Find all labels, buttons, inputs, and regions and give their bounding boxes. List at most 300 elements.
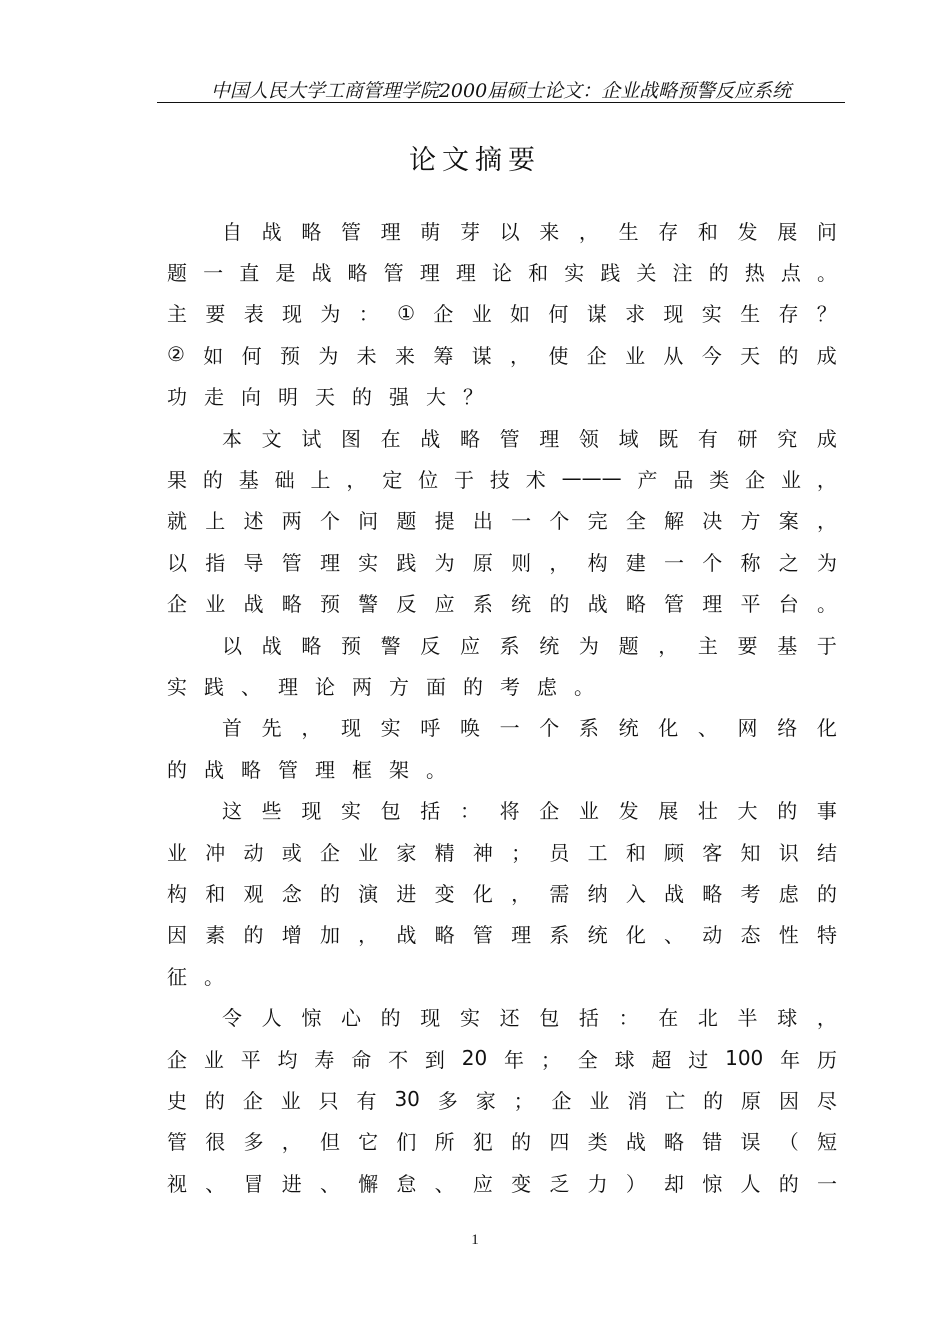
text-glyph: 惊 — [702, 1171, 723, 1196]
text-glyph: 解 — [664, 509, 685, 534]
text-glyph: 定 — [382, 467, 403, 492]
text-glyph: 管 — [281, 550, 302, 575]
text-glyph: 需 — [549, 881, 570, 906]
text-glyph: 来 — [539, 219, 560, 244]
text-glyph: 果 — [167, 467, 187, 492]
text-line — [222, 713, 837, 741]
text-glyph: 出 — [472, 509, 493, 534]
text-glyph: 人 — [261, 1006, 282, 1031]
text-glyph: 展 — [658, 799, 679, 824]
text-line — [167, 257, 837, 285]
text-glyph: 化 — [472, 881, 493, 906]
text-glyph: 践 — [600, 260, 621, 285]
text-glyph: 虑 — [778, 881, 799, 906]
text-glyph: 今 — [701, 343, 722, 368]
text-glyph: ， — [301, 716, 322, 741]
text-glyph: 首 — [222, 716, 242, 741]
text-glyph: 动 — [243, 840, 264, 865]
text-glyph: 的 — [549, 592, 570, 617]
text-glyph: 。 — [204, 964, 224, 989]
text-glyph: 谋 — [586, 302, 607, 327]
text-glyph: 系 — [472, 592, 493, 617]
text-line — [167, 382, 837, 410]
text-glyph: 就 — [167, 509, 187, 534]
text-line — [222, 1003, 837, 1031]
text-glyph: 建 — [625, 550, 646, 575]
text-glyph: 警 — [358, 592, 379, 617]
text-glyph: 客 — [702, 840, 723, 865]
text-glyph: 100 — [725, 1046, 764, 1070]
text-glyph: 的 — [816, 881, 837, 906]
text-glyph: 略 — [702, 881, 723, 906]
text-glyph: 所 — [434, 1130, 455, 1155]
text-glyph: 位 — [418, 467, 439, 492]
text-glyph: 发 — [618, 799, 639, 824]
text-glyph: 管 — [472, 923, 493, 948]
text-glyph: 个 — [702, 550, 723, 575]
text-glyph: 。 — [574, 674, 594, 699]
text-glyph: 观 — [243, 881, 264, 906]
text-glyph: 的 — [703, 1088, 724, 1113]
text-line — [167, 920, 837, 948]
text-glyph: 和 — [625, 840, 646, 865]
text-glyph: 人 — [740, 1171, 761, 1196]
text-glyph: 在 — [658, 1006, 679, 1031]
text-line — [167, 837, 837, 865]
text-glyph: 上 — [310, 467, 331, 492]
text-glyph: 它 — [358, 1130, 379, 1155]
text-glyph: 命 — [351, 1047, 372, 1072]
text-glyph: 展 — [777, 219, 798, 244]
text-glyph: 、 — [241, 674, 261, 699]
text-glyph: 和 — [697, 219, 718, 244]
text-glyph: 企 — [433, 302, 454, 327]
text-glyph: 和 — [205, 881, 226, 906]
text-glyph: 大 — [426, 385, 446, 410]
text-glyph: 于 — [816, 633, 837, 658]
text-glyph: 何 — [548, 302, 569, 327]
text-glyph: 四 — [549, 1130, 570, 1155]
text-glyph: ： — [459, 799, 480, 824]
text-glyph: 提 — [434, 509, 455, 534]
text-glyph: 惊 — [301, 1006, 322, 1031]
text-glyph: 管 — [167, 1130, 187, 1155]
text-glyph: 预 — [340, 633, 361, 658]
text-glyph: 问 — [816, 219, 837, 244]
text-glyph: 历 — [816, 1047, 837, 1072]
text-glyph: 些 — [261, 799, 282, 824]
text-glyph: 实 — [167, 674, 187, 699]
text-glyph: 加 — [319, 923, 340, 948]
text-glyph: 球 — [777, 1006, 798, 1031]
text-glyph: 的 — [202, 467, 223, 492]
text-glyph: 家 — [396, 840, 417, 865]
text-glyph: 面 — [426, 674, 446, 699]
text-glyph: 在 — [380, 426, 401, 451]
text-glyph: 从 — [663, 343, 684, 368]
text-glyph: 全 — [577, 1047, 598, 1072]
text-glyph: 的 — [463, 674, 483, 699]
text-glyph: ， — [816, 467, 837, 492]
text-glyph: 或 — [281, 840, 302, 865]
text-glyph: 础 — [274, 467, 295, 492]
text-glyph: 管 — [278, 757, 298, 782]
text-glyph: 直 — [239, 260, 260, 285]
text-glyph: 演 — [358, 881, 379, 906]
text-glyph: 系 — [549, 923, 570, 948]
text-glyph: 原 — [741, 1088, 762, 1113]
page-number: 1 — [471, 1232, 479, 1248]
text-glyph: ， — [816, 509, 837, 534]
text-glyph: 半 — [737, 1006, 758, 1031]
text-glyph: 懈 — [358, 1171, 379, 1196]
text-glyph: 略 — [241, 757, 261, 782]
text-glyph: 球 — [614, 1047, 635, 1072]
text-glyph: 谋 — [471, 343, 492, 368]
text-glyph: 框 — [352, 757, 372, 782]
text-glyph: 有 — [356, 1088, 377, 1113]
text-glyph: 理 — [702, 592, 723, 617]
text-glyph: 主 — [167, 302, 187, 327]
text-glyph: 战 — [261, 219, 282, 244]
text-glyph: 令 — [222, 1006, 242, 1031]
text-glyph: 理 — [455, 260, 476, 285]
text-glyph: 企 — [319, 840, 340, 865]
text-glyph: 天 — [740, 343, 761, 368]
text-glyph: 进 — [396, 881, 417, 906]
text-glyph: 不 — [388, 1047, 409, 1072]
text-glyph: 、 — [319, 1171, 340, 1196]
text-glyph: 决 — [702, 509, 723, 534]
text-glyph: 一 — [499, 716, 520, 741]
text-glyph: 成 — [816, 343, 837, 368]
text-glyph: 导 — [243, 550, 264, 575]
text-glyph: 方 — [389, 674, 409, 699]
text-glyph: 统 — [587, 923, 608, 948]
text-glyph: 战 — [625, 1130, 646, 1155]
text-glyph: 台 — [778, 592, 799, 617]
text-glyph: 存 — [658, 219, 679, 244]
text-glyph: 强 — [389, 385, 409, 410]
text-glyph: ② — [167, 342, 185, 367]
text-glyph: 史 — [167, 1088, 187, 1113]
text-glyph: 略 — [459, 426, 480, 451]
text-glyph: 业 — [358, 840, 379, 865]
text-glyph: 业 — [280, 1088, 301, 1113]
text-glyph: 寿 — [314, 1047, 335, 1072]
text-glyph: 业 — [167, 840, 187, 865]
text-glyph: 很 — [205, 1130, 226, 1155]
text-glyph: 却 — [664, 1171, 685, 1196]
text-glyph: 尽 — [816, 1088, 837, 1113]
text-glyph: 注 — [672, 260, 693, 285]
text-glyph: 业 — [205, 592, 226, 617]
text-glyph: 个 — [319, 509, 340, 534]
text-glyph: 题 — [618, 633, 639, 658]
text-glyph: 一 — [203, 260, 224, 285]
text-glyph: 过 — [688, 1047, 709, 1072]
text-glyph: 因 — [778, 1088, 799, 1113]
text-glyph: 冲 — [205, 840, 226, 865]
text-glyph: 30 — [394, 1087, 420, 1112]
header-rule — [157, 102, 845, 103]
text-glyph: 实 — [564, 260, 585, 285]
text-glyph: 战 — [664, 881, 685, 906]
text-glyph: 为 — [320, 302, 341, 327]
text-glyph: 性 — [778, 923, 799, 948]
text-glyph: 业 — [589, 1088, 610, 1113]
text-glyph: 明 — [278, 385, 298, 410]
text-glyph: 究 — [777, 426, 798, 451]
text-glyph: 试 — [301, 426, 322, 451]
text-glyph: 平 — [240, 1047, 261, 1072]
text-glyph: 走 — [204, 385, 224, 410]
text-glyph: ： — [618, 1006, 639, 1031]
text-glyph: 家 — [475, 1088, 496, 1113]
text-glyph: 个 — [539, 716, 560, 741]
text-line — [167, 878, 837, 906]
text-glyph: 进 — [281, 1171, 302, 1196]
text-glyph: 识 — [778, 840, 799, 865]
text-glyph: 、 — [434, 1171, 455, 1196]
text-glyph: 一 — [511, 509, 532, 534]
text-glyph: 践 — [396, 550, 417, 575]
text-glyph: 念 — [281, 881, 302, 906]
text-line — [167, 961, 837, 989]
text-glyph: 战 — [396, 923, 417, 948]
text-glyph: 存 — [778, 302, 799, 327]
text-line — [167, 754, 837, 782]
text-glyph: 指 — [205, 550, 226, 575]
text-glyph: 热 — [744, 260, 765, 285]
text-glyph: 生 — [740, 302, 761, 327]
text-glyph: 的 — [243, 923, 264, 948]
text-glyph: 略 — [281, 592, 302, 617]
text-glyph: 的 — [778, 343, 799, 368]
text-line — [167, 589, 837, 617]
text-glyph: 基 — [777, 633, 798, 658]
text-glyph: 主 — [697, 633, 718, 658]
text-glyph: ， — [511, 881, 532, 906]
text-line — [222, 796, 837, 824]
text-glyph: 略 — [301, 633, 322, 658]
text-glyph: 。 — [816, 260, 837, 285]
text-glyph: 应 — [472, 1171, 493, 1196]
text-glyph: 案 — [778, 509, 799, 534]
text-glyph: 。 — [816, 592, 837, 617]
text-glyph: 萌 — [420, 219, 441, 244]
text-glyph: ， — [658, 633, 679, 658]
text-glyph: 犯 — [472, 1130, 493, 1155]
text-glyph: 管 — [664, 592, 685, 617]
text-glyph: 呼 — [420, 716, 441, 741]
text-glyph: 芽 — [459, 219, 480, 244]
text-glyph: 一 — [816, 1171, 837, 1196]
text-glyph: ， — [549, 550, 570, 575]
text-glyph: 功 — [167, 385, 187, 410]
text-glyph: 的 — [708, 260, 729, 285]
text-line — [222, 630, 837, 658]
text-glyph: ——— — [561, 466, 622, 491]
text-glyph: 理 — [511, 923, 532, 948]
text-glyph: 预 — [319, 592, 340, 617]
text-glyph: 企 — [167, 592, 187, 617]
text-glyph: 工 — [587, 840, 608, 865]
text-glyph: 如 — [203, 343, 224, 368]
text-glyph: 完 — [587, 509, 608, 534]
text-glyph: 企 — [539, 799, 560, 824]
text-glyph: 为 — [578, 633, 599, 658]
text-glyph: 括 — [420, 799, 441, 824]
text-glyph: 两 — [281, 509, 302, 534]
text-glyph: 个 — [549, 509, 570, 534]
text-glyph: 略 — [301, 219, 322, 244]
text-glyph: 践 — [204, 674, 224, 699]
text-glyph: 员 — [549, 840, 570, 865]
text-glyph: ① — [397, 300, 415, 325]
text-glyph: 的 — [204, 1088, 225, 1113]
text-glyph: ， — [510, 343, 531, 368]
text-glyph: 消 — [627, 1088, 648, 1113]
text-glyph: 预 — [279, 343, 300, 368]
text-glyph: 全 — [625, 509, 646, 534]
text-glyph: 冒 — [243, 1171, 264, 1196]
text-glyph: 网 — [737, 716, 758, 741]
text-glyph: 唤 — [459, 716, 480, 741]
text-glyph: （ — [778, 1130, 799, 1155]
text-glyph: 增 — [281, 923, 302, 948]
text-glyph: 的 — [777, 799, 798, 824]
text-glyph: 多 — [437, 1088, 458, 1113]
text-glyph: ； — [540, 1047, 561, 1072]
text-glyph: 筹 — [433, 343, 454, 368]
text-glyph: 实 — [340, 799, 361, 824]
text-glyph: 上 — [205, 509, 226, 534]
text-line — [167, 1127, 837, 1155]
text-glyph: 管 — [340, 219, 361, 244]
text-glyph: 这 — [222, 799, 242, 824]
text-glyph: 则 — [511, 550, 532, 575]
text-glyph: 类 — [587, 1130, 608, 1155]
text-line — [167, 506, 837, 534]
text-glyph: 理 — [278, 674, 298, 699]
text-glyph: 略 — [434, 923, 455, 948]
text-glyph: 以 — [167, 550, 187, 575]
text-glyph: 架 — [389, 757, 409, 782]
text-glyph: 理 — [319, 550, 340, 575]
text-glyph: ； — [511, 840, 532, 865]
text-glyph: 只 — [318, 1088, 339, 1113]
text-glyph: 年 — [504, 1047, 525, 1072]
text-glyph: 现 — [301, 799, 322, 824]
text-glyph: 之 — [778, 550, 799, 575]
text-glyph: 产 — [637, 467, 658, 492]
text-glyph: 述 — [243, 509, 264, 534]
text-glyph: 管 — [383, 260, 404, 285]
text-line — [167, 1168, 837, 1196]
text-glyph: 表 — [243, 302, 264, 327]
text-glyph: 北 — [697, 1006, 718, 1031]
text-glyph: 问 — [358, 509, 379, 534]
text-glyph: 素 — [205, 923, 226, 948]
text-glyph: 本 — [222, 426, 242, 451]
text-glyph: 战 — [261, 633, 282, 658]
text-glyph: 统 — [618, 716, 639, 741]
text-glyph: 方 — [740, 509, 761, 534]
text-glyph: 误 — [740, 1130, 761, 1155]
text-glyph: 结 — [816, 840, 837, 865]
text-glyph: 壮 — [697, 799, 718, 824]
text-glyph: 何 — [241, 343, 262, 368]
text-glyph: 以 — [222, 633, 242, 658]
text-glyph: 统 — [539, 633, 560, 658]
text-glyph: 超 — [651, 1047, 672, 1072]
text-line — [222, 216, 837, 244]
text-glyph: 、 — [664, 923, 685, 948]
text-glyph: 顾 — [664, 840, 685, 865]
text-glyph: 称 — [740, 550, 761, 575]
text-glyph: 实 — [459, 1006, 480, 1031]
text-glyph: 自 — [222, 219, 242, 244]
text-glyph: 为 — [816, 550, 837, 575]
text-line — [167, 671, 837, 699]
text-glyph: 力 — [587, 1171, 608, 1196]
text-glyph: 类 — [709, 467, 730, 492]
text-glyph: 企 — [242, 1088, 263, 1113]
text-glyph: 关 — [636, 260, 657, 285]
text-glyph: 乏 — [549, 1171, 570, 1196]
text-glyph: 领 — [578, 426, 599, 451]
text-glyph: 错 — [702, 1130, 723, 1155]
text-glyph: 动 — [702, 923, 723, 948]
text-glyph: 两 — [352, 674, 372, 699]
text-line — [167, 464, 837, 492]
text-glyph: 战 — [204, 757, 224, 782]
text-glyph: 统 — [511, 592, 532, 617]
text-glyph: 略 — [347, 260, 368, 285]
text-glyph: 业 — [578, 799, 599, 824]
text-glyph: 系 — [499, 633, 520, 658]
text-glyph: 应 — [459, 633, 480, 658]
text-line — [167, 299, 837, 327]
text-glyph: 考 — [740, 881, 761, 906]
text-glyph: 的 — [511, 1130, 532, 1155]
text-glyph: 和 — [528, 260, 549, 285]
text-glyph: 企 — [586, 343, 607, 368]
text-glyph: 为 — [434, 550, 455, 575]
text-glyph: ， — [281, 1130, 302, 1155]
text-glyph: 题 — [167, 260, 187, 285]
text-glyph: ？ — [463, 385, 483, 410]
text-glyph: 以 — [499, 219, 520, 244]
text-glyph: 亡 — [665, 1088, 686, 1113]
text-glyph: 未 — [356, 343, 377, 368]
text-glyph: 现 — [420, 1006, 441, 1031]
text-glyph: 图 — [340, 426, 361, 451]
text-glyph: 反 — [396, 592, 417, 617]
text-glyph: 的 — [167, 757, 187, 782]
text-glyph: 管 — [499, 426, 520, 451]
text-glyph: 一 — [664, 550, 685, 575]
text-glyph: 变 — [511, 1171, 532, 1196]
text-glyph: 现 — [282, 302, 303, 327]
text-glyph: 构 — [167, 881, 187, 906]
text-glyph: 化 — [625, 923, 646, 948]
text-glyph: 包 — [539, 1006, 560, 1031]
text-glyph: 业 — [625, 343, 646, 368]
text-glyph: 要 — [205, 302, 226, 327]
text-glyph: 精 — [434, 840, 455, 865]
